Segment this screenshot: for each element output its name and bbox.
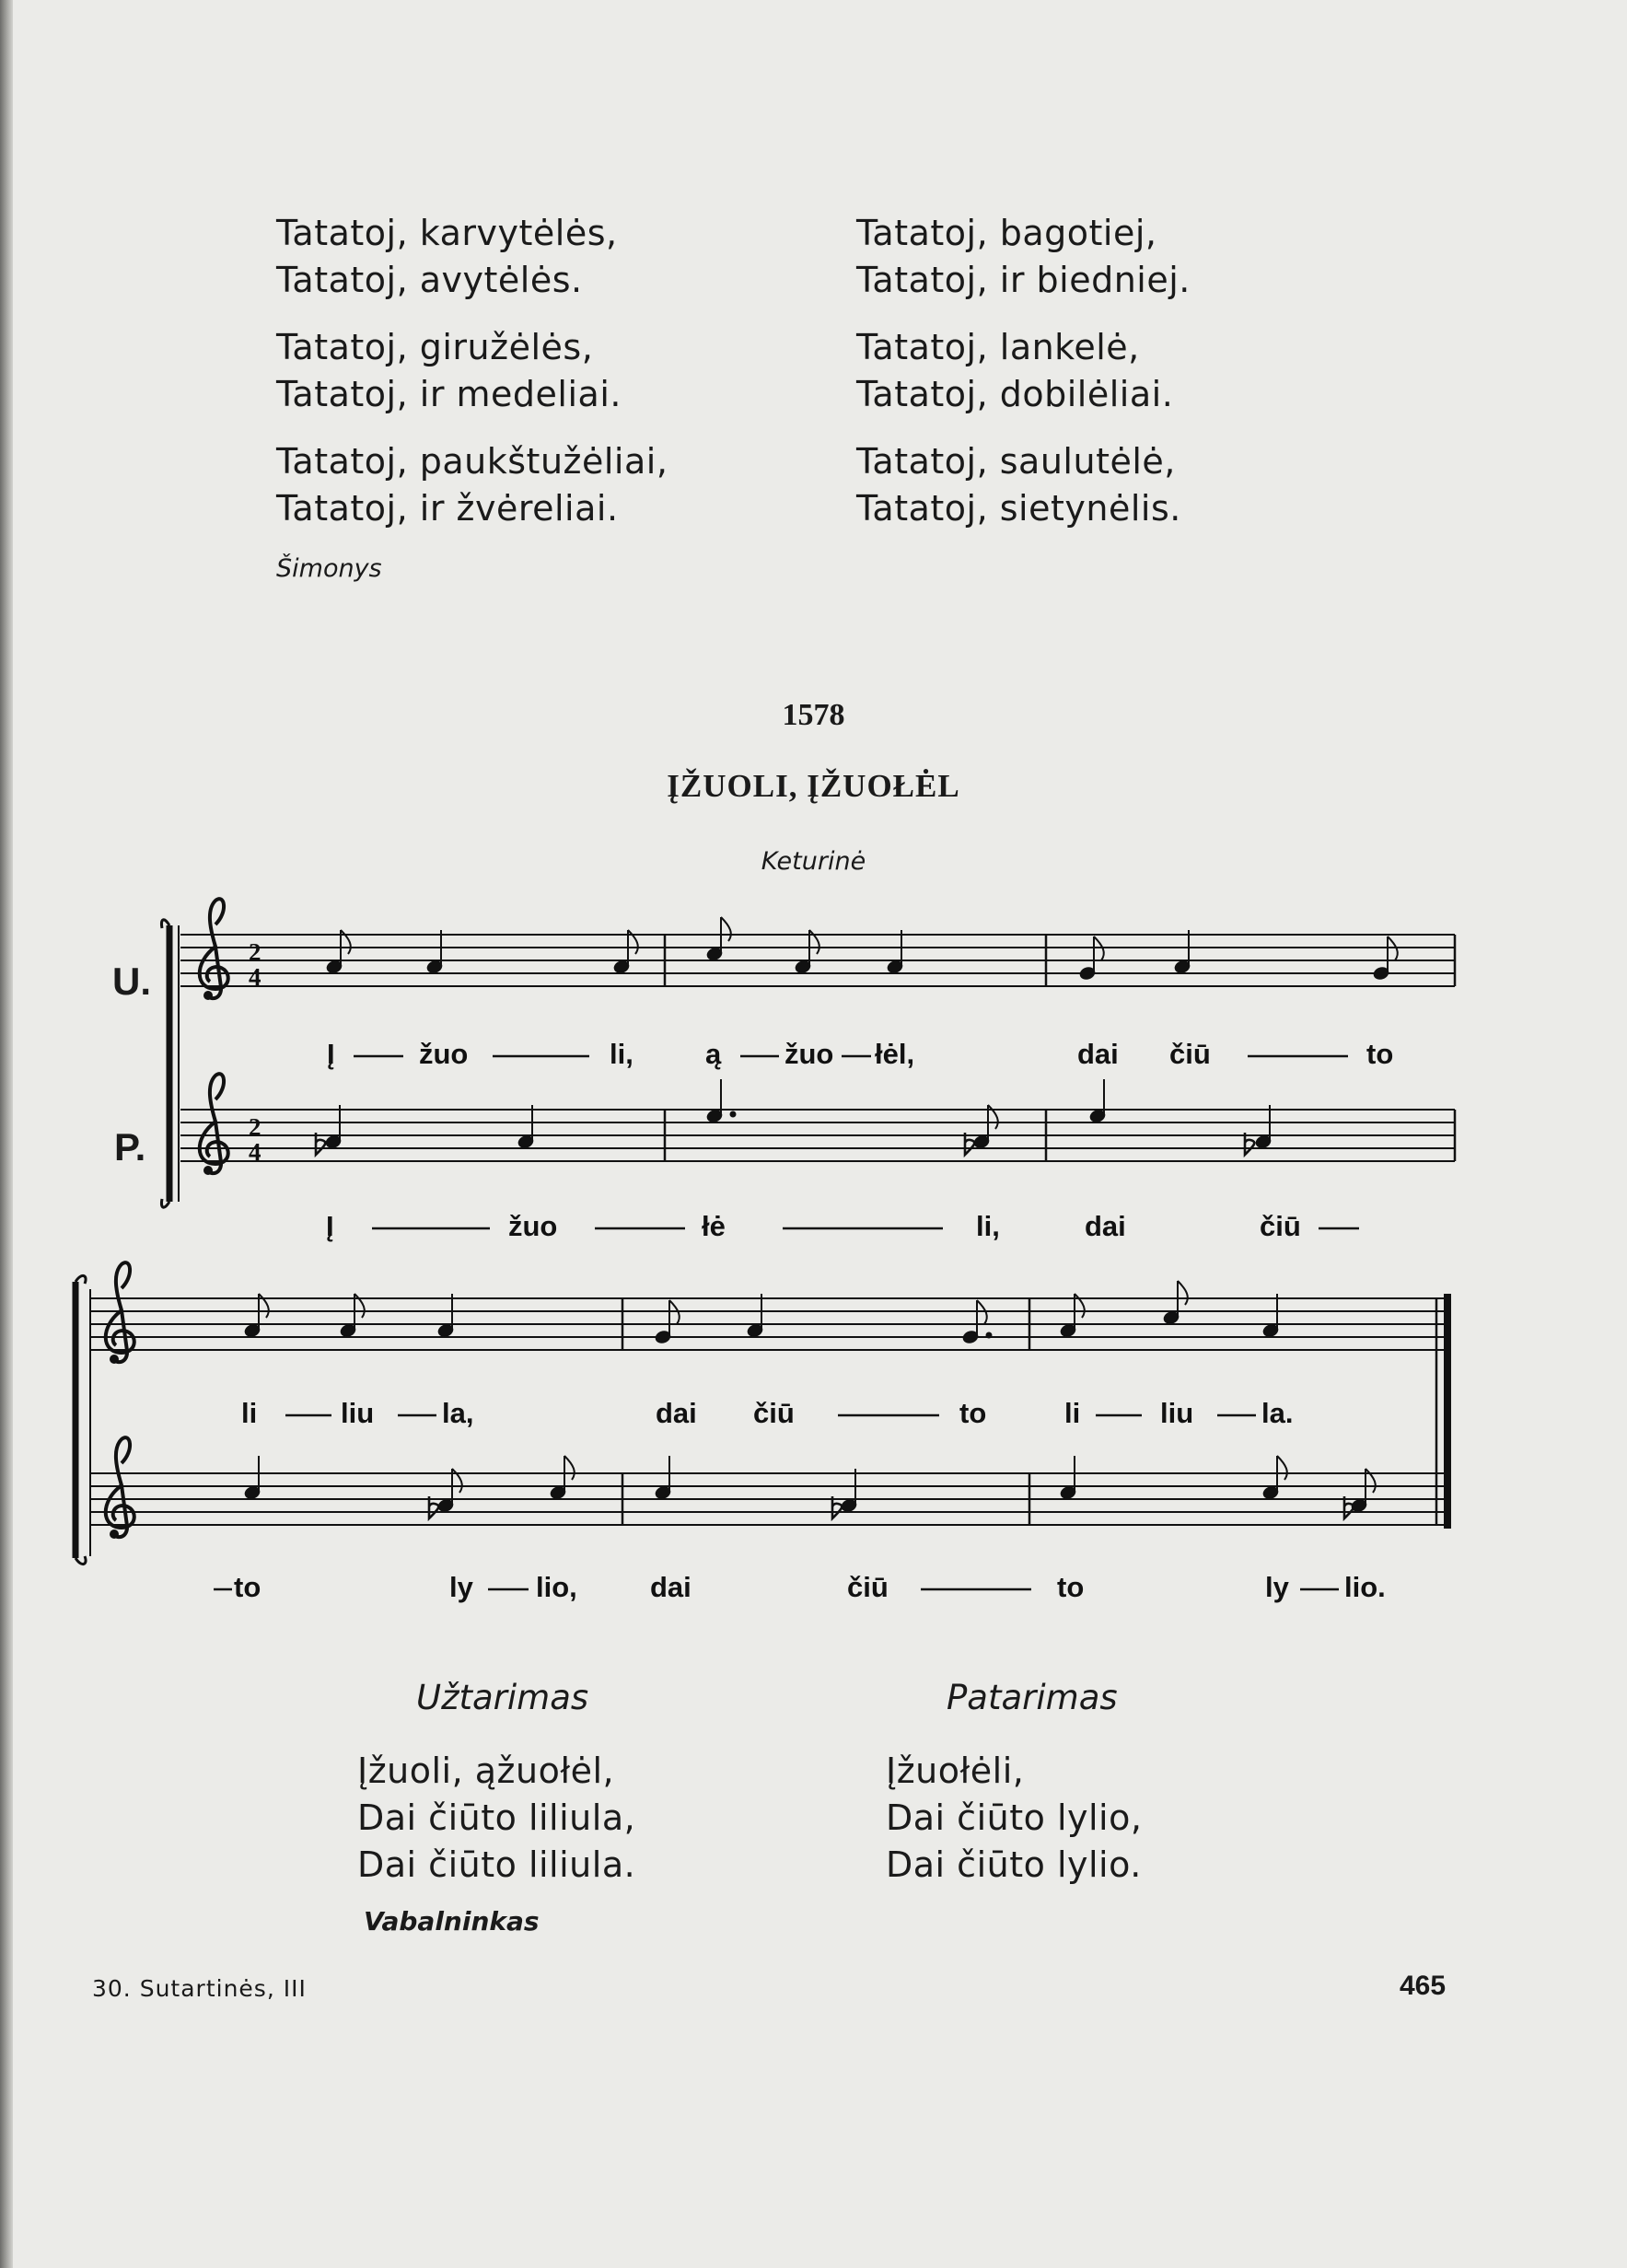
lyrics-s2-upper — [241, 1397, 1293, 1429]
lyric-syllable: Į — [327, 1038, 335, 1070]
verse-line: Tatatoj, ir žvėreliai. — [276, 488, 619, 529]
time-sig-top: 2 — [249, 1113, 261, 1141]
verse-line: Įžuoli, ąžuołėl, — [357, 1750, 615, 1791]
lyric-syllable: žuo — [508, 1210, 558, 1242]
lyric-syllable: dai — [650, 1571, 691, 1603]
lyrics-s1-lower — [326, 1210, 1359, 1242]
treble-clef-icon — [106, 1262, 134, 1364]
lyric-syllable: čiū — [847, 1571, 889, 1603]
staff-s2-lower — [90, 1437, 1451, 1539]
verse-line: Dai čiūto lylio, — [886, 1797, 1143, 1838]
staff-s1-lower — [180, 1074, 1455, 1175]
staff-s2-upper — [90, 1262, 1451, 1364]
lyric-syllable: lio. — [1344, 1571, 1386, 1603]
lyric-syllable: li, — [976, 1210, 1000, 1242]
lyric-syllable: to — [959, 1397, 987, 1429]
lyric-syllable: Į — [326, 1210, 334, 1242]
patarimas-text — [886, 1748, 1142, 1889]
uztarimas-heading: Užtarimas — [416, 1678, 589, 1717]
verse-line: Tatatoj, saulutėlė, — [856, 441, 1176, 482]
treble-clef-icon — [200, 899, 228, 1000]
lyric-syllable: to — [1366, 1038, 1394, 1070]
verse-line: Tatatoj, bagotiej, — [856, 213, 1157, 253]
patarimas-heading: Patarimas — [947, 1678, 1118, 1717]
lyrics-s2-lower — [214, 1571, 1386, 1603]
lyric-syllable: to — [234, 1571, 261, 1603]
verse-line: Tatatoj, ir biedniej. — [856, 260, 1191, 300]
verse-line: Tatatoj, lankelė, — [856, 327, 1140, 367]
lyric-syllable: čiū — [1260, 1210, 1301, 1242]
verse-line: Tatatoj, sietynėlis. — [856, 488, 1181, 529]
verse-line: Dai čiūto liliula. — [357, 1844, 636, 1885]
lyric-syllable: ly — [1265, 1571, 1289, 1603]
lyrics-s1-upper — [327, 1038, 1393, 1070]
verse-line: Tatatoj, avytėlės. — [276, 260, 583, 300]
place-name: Šimonys — [276, 554, 382, 583]
song-title: ĮŽUOLI, ĮŽUOŁĖL — [667, 768, 960, 804]
lyric-syllable: li — [1064, 1397, 1081, 1429]
lyric-syllable: liu — [1160, 1397, 1194, 1429]
system2-bracket — [76, 1275, 90, 1564]
lyric-syllable: žuo — [784, 1038, 834, 1070]
verse-line: Tatatoj, giružėlės, — [276, 327, 594, 367]
verse-line: Tatatoj, paukštužėliai, — [276, 441, 668, 482]
lyric-syllable: li, — [610, 1038, 633, 1070]
lyric-syllable: łė — [702, 1210, 726, 1242]
lyric-syllable: liu — [341, 1397, 375, 1429]
lyric-syllable: dai — [1085, 1210, 1126, 1242]
treble-clef-icon — [106, 1437, 134, 1539]
page-number: 465 — [1400, 1971, 1447, 2001]
verse-line: Tatatoj, dobilėliai. — [856, 374, 1174, 414]
lyric-syllable: la. — [1261, 1397, 1294, 1429]
time-sig-bottom: 4 — [249, 963, 261, 991]
lyric-syllable: dai — [656, 1397, 697, 1429]
final-barline — [1436, 1294, 1447, 1529]
lyric-syllable: čiū — [753, 1397, 795, 1429]
verse-line: Tatatoj, karvytėlės, — [276, 213, 618, 253]
lyric-syllable: dai — [1077, 1038, 1119, 1070]
voice-label-p: P. — [114, 1125, 146, 1169]
lyric-syllable: li — [241, 1397, 258, 1429]
song-type: Keturinė — [761, 847, 866, 876]
treble-clef-icon — [200, 1074, 228, 1175]
place-name: Vabalninkas — [364, 1906, 540, 1937]
time-sig-top: 2 — [249, 938, 261, 966]
uztarimas-text — [357, 1748, 635, 1889]
verse-line: Dai čiūto liliula, — [357, 1797, 636, 1838]
lyric-syllable: la, — [442, 1397, 474, 1429]
verse-line: Tatatoj, ir medeliai. — [276, 374, 622, 414]
lyric-syllable: žuo — [419, 1038, 469, 1070]
lyric-syllable: ly — [449, 1571, 473, 1603]
lyric-syllable: lio, — [536, 1571, 577, 1603]
song-number: 1578 — [782, 698, 845, 732]
voice-label-u: U. — [112, 960, 151, 1003]
verse-line: Dai čiūto lylio. — [886, 1844, 1142, 1885]
staff-s1-upper — [180, 899, 1455, 1000]
system1-bracket — [161, 920, 179, 1207]
verse-line: Įžuołėli, — [886, 1750, 1025, 1791]
lyric-syllable: ą — [705, 1038, 722, 1070]
time-sig-bottom: 4 — [249, 1138, 261, 1166]
lyric-syllable: to — [1057, 1571, 1085, 1603]
footer-book-title: 30. Sutartinės, III — [92, 1975, 307, 2002]
lyric-syllable: łėl, — [875, 1038, 915, 1070]
lyric-syllable: čiū — [1169, 1038, 1211, 1070]
